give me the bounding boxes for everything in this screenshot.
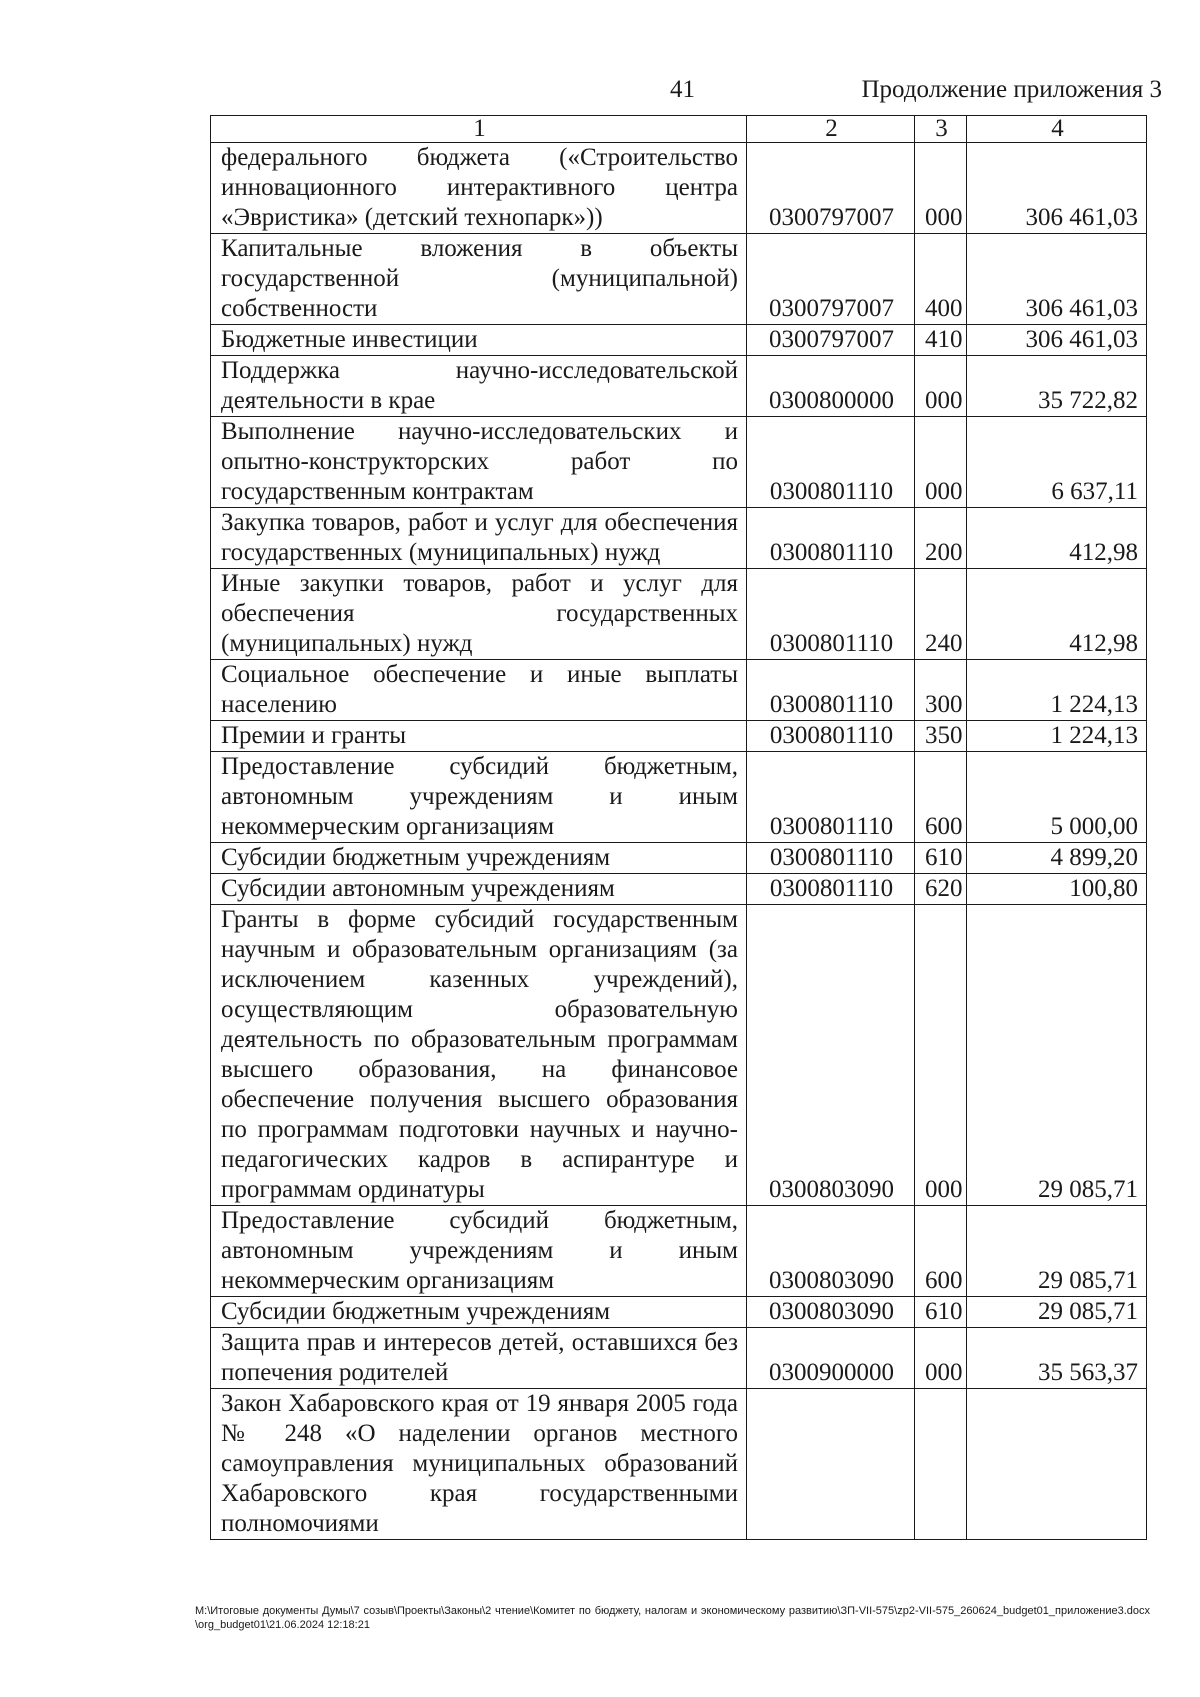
row-name-cell: Закон Хабаровского края от 19 января 2005 года № 248 «О наделении органов местного самоуправления муниципальных образований Хабаровского края государственными полномочиями	[211, 1389, 747, 1540]
row-amount-cell: 6 637,11	[967, 417, 1147, 508]
row-type-cell: 610	[915, 843, 967, 874]
row-amount-cell: 5 000,00	[967, 752, 1147, 843]
header-cell-3: 3	[915, 116, 967, 143]
row-code-cell: 0300801110	[747, 508, 915, 569]
row-amount-cell: 306 461,03	[967, 325, 1147, 356]
row-code-cell: 0300797007	[747, 143, 915, 234]
row-type-cell: 350	[915, 721, 967, 752]
row-type-cell: 610	[915, 1297, 967, 1328]
row-amount-cell: 1 224,13	[967, 660, 1147, 721]
row-amount-cell: 412,98	[967, 508, 1147, 569]
table-row	[211, 143, 1147, 234]
budget-table	[210, 115, 1147, 1540]
row-amount-cell: 29 085,71	[967, 1297, 1147, 1328]
row-type-cell: 200	[915, 508, 967, 569]
table-row	[211, 356, 1147, 417]
row-code-cell	[747, 1389, 915, 1540]
row-amount-cell	[967, 1389, 1147, 1540]
row-name-cell: Социальное обеспечение и иные выплаты населению	[211, 660, 747, 721]
row-type-cell: 400	[915, 234, 967, 325]
row-name-cell: Субсидии автономным учреждениям	[211, 874, 747, 905]
row-code-cell: 0300803090	[747, 1206, 915, 1297]
appendix-continuation-label: Продолжение приложения 3	[861, 76, 1162, 103]
row-type-cell: 620	[915, 874, 967, 905]
row-type-cell: 410	[915, 325, 967, 356]
table-row	[211, 325, 1147, 356]
row-amount-cell: 29 085,71	[967, 1206, 1147, 1297]
header-cell-2: 2	[747, 116, 915, 143]
row-name-cell: Выполнение научно-исследовательских и опытно-конструкторских работ по государственным контрактам	[211, 417, 747, 508]
table-row	[211, 1328, 1147, 1389]
row-type-cell: 600	[915, 752, 967, 843]
row-type-cell: 000	[915, 905, 967, 1206]
row-type-cell: 000	[915, 356, 967, 417]
row-code-cell: 0300801110	[747, 417, 915, 508]
row-type-cell	[915, 1389, 967, 1540]
table-row	[211, 1389, 1147, 1540]
row-code-cell: 0300801110	[747, 660, 915, 721]
table-row	[211, 417, 1147, 508]
row-type-cell: 240	[915, 569, 967, 660]
row-name-cell: Гранты в форме субсидий государственным научным и образовательным организациям (за исключением казенных учреждений), осуществляющим образовательную деятельность по образовательным программам высшего образования, на финансовое обеспечение получения высшего образования по программам подготовки научных и научно-педагогических кадров в аспирантуре и программам ординатуры	[211, 905, 747, 1206]
table-row	[211, 721, 1147, 752]
row-amount-cell: 35 563,37	[967, 1328, 1147, 1389]
row-code-cell: 0300801110	[747, 843, 915, 874]
row-name-cell: Поддержка научно-исследовательской деятельности в крае	[211, 356, 747, 417]
row-code-cell: 0300797007	[747, 325, 915, 356]
table-row	[211, 1206, 1147, 1297]
row-name-cell: Субсидии бюджетным учреждениям	[211, 843, 747, 874]
row-code-cell: 0300801110	[747, 752, 915, 843]
row-name-cell: Защита прав и интересов детей, оставшихся без попечения родителей	[211, 1328, 747, 1389]
table-row	[211, 874, 1147, 905]
row-amount-cell: 100,80	[967, 874, 1147, 905]
table-row	[211, 752, 1147, 843]
row-type-cell: 000	[915, 143, 967, 234]
row-code-cell: 0300801110	[747, 874, 915, 905]
row-code-cell: 0300801110	[747, 569, 915, 660]
row-code-cell: 0300800000	[747, 356, 915, 417]
row-name-cell: Бюджетные инвестиции	[211, 325, 747, 356]
document-file-path: M:\Итоговые документы Думы\7 созыв\Проекты\Законы\2 чтение\Комитет по бюджету, налогам и экономическому развитию\ЗП-VII-575\zp2-VII-575_260624_budget01_приложение3.docx\org_budget01\21.06.2024 12:18:21	[195, 1605, 1150, 1631]
page-number: 41	[670, 76, 695, 103]
row-amount-cell: 412,98	[967, 569, 1147, 660]
row-name-cell: Иные закупки товаров, работ и услуг для обеспечения государственных (муниципальных) нужд	[211, 569, 747, 660]
row-type-cell: 000	[915, 1328, 967, 1389]
row-type-cell: 300	[915, 660, 967, 721]
row-amount-cell: 1 224,13	[967, 721, 1147, 752]
row-code-cell: 0300801110	[747, 721, 915, 752]
row-name-cell: Премии и гранты	[211, 721, 747, 752]
table-header-row	[211, 116, 1147, 143]
row-name-cell: Субсидии бюджетным учреждениям	[211, 1297, 747, 1328]
row-name-cell: Предоставление субсидий бюджетным, автономным учреждениям и иным некоммерческим организациям	[211, 752, 747, 843]
table-row	[211, 905, 1147, 1206]
row-name-cell: Капитальные вложения в объекты государственной (муниципальной) собственности	[211, 234, 747, 325]
row-type-cell: 000	[915, 417, 967, 508]
table-row	[211, 508, 1147, 569]
row-amount-cell: 306 461,03	[967, 234, 1147, 325]
table-row	[211, 569, 1147, 660]
header-cell-1: 1	[211, 116, 747, 143]
header-cell-4: 4	[967, 116, 1147, 143]
table-row	[211, 843, 1147, 874]
row-name-cell: Закупка товаров, работ и услуг для обеспечения государственных (муниципальных) нужд	[211, 508, 747, 569]
table-row	[211, 234, 1147, 325]
row-code-cell: 0300803090	[747, 1297, 915, 1328]
row-code-cell: 0300797007	[747, 234, 915, 325]
row-code-cell: 0300803090	[747, 905, 915, 1206]
row-amount-cell: 35 722,82	[967, 356, 1147, 417]
row-type-cell: 600	[915, 1206, 967, 1297]
row-amount-cell: 306 461,03	[967, 143, 1147, 234]
table-row	[211, 660, 1147, 721]
budget-table-body	[211, 116, 1147, 1540]
row-amount-cell: 4 899,20	[967, 843, 1147, 874]
row-amount-cell: 29 085,71	[967, 905, 1147, 1206]
row-code-cell: 0300900000	[747, 1328, 915, 1389]
table-row	[211, 1297, 1147, 1328]
row-name-cell: федерального бюджета («Строительство инновационного интерактивного центра «Эвристика» (детский технопарк»))	[211, 143, 747, 234]
row-name-cell: Предоставление субсидий бюджетным, автономным учреждениям и иным некоммерческим организациям	[211, 1206, 747, 1297]
